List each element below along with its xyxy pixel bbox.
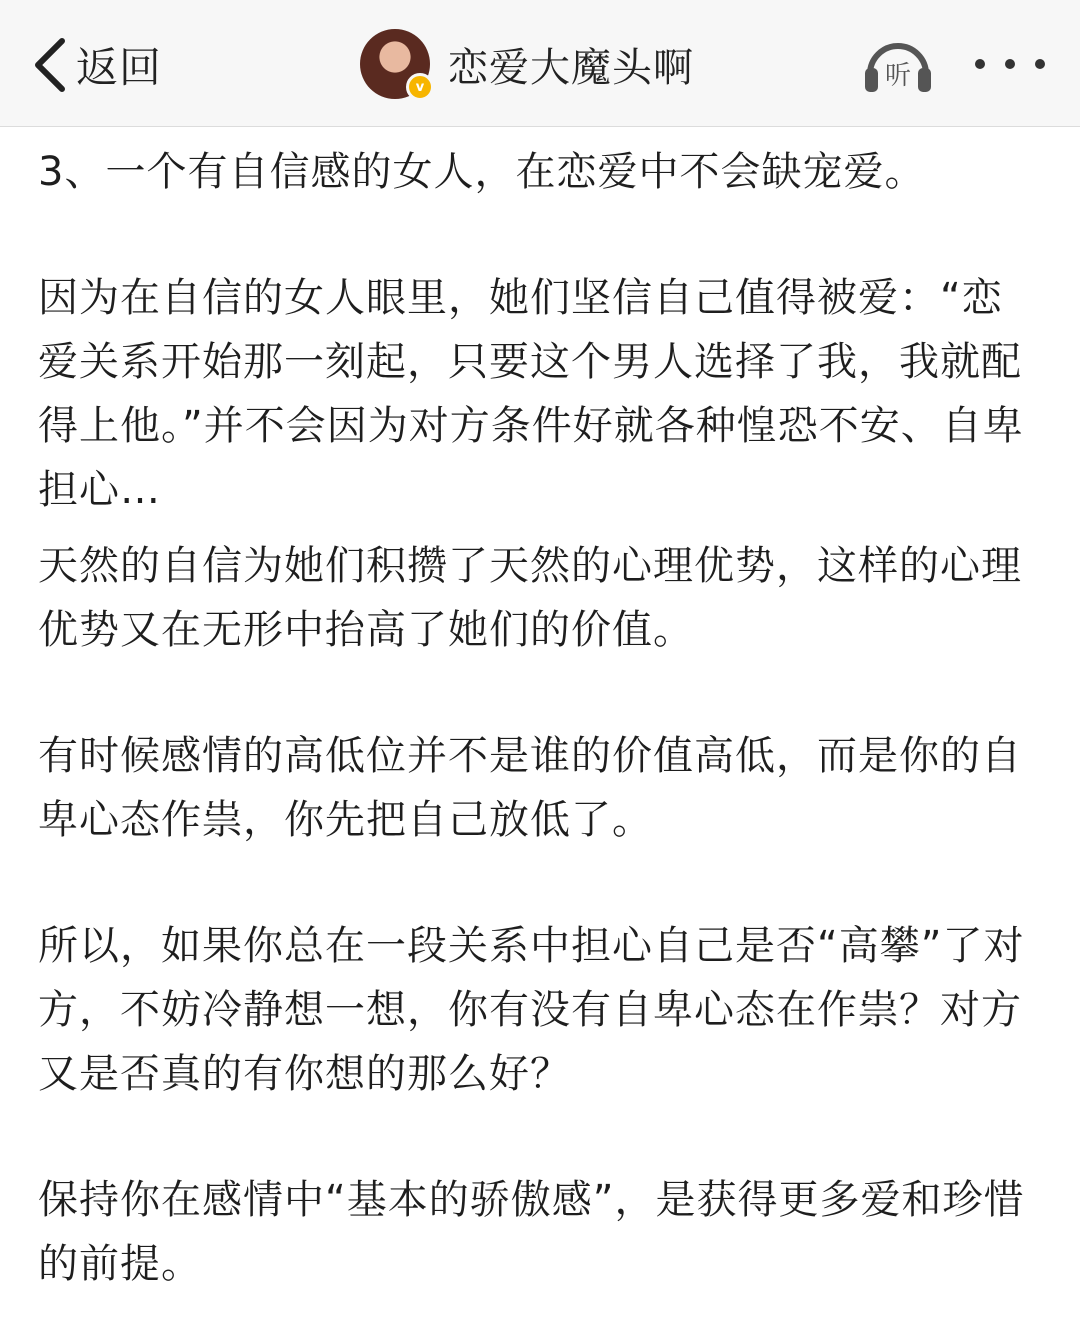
article-body — [38, 140, 1038, 1296]
verified-badge-icon: v — [406, 73, 434, 101]
avatar[interactable] — [360, 29, 430, 99]
dot-icon — [1005, 59, 1015, 69]
listen-button[interactable] — [862, 30, 934, 96]
author-info[interactable] — [360, 28, 694, 100]
listen-label: 听 — [884, 61, 912, 91]
back-button[interactable] — [30, 30, 162, 100]
paragraph-2: 因为在自信的女人眼里，她们坚信自己值得被爱：“恋爱关系开始那一刻起，只要这个男人选择了我，我就配得上他。”并不会因为对方条件好就各种惶恐不安、自卑担心… — [38, 275, 1024, 513]
paragraph-1: 3、一个有自信感的女人，在恋爱中不会缺宠爱。 — [38, 149, 926, 195]
dot-icon — [1035, 59, 1045, 69]
paragraph-6: 保持你在感情中“基本的骄傲感”，是获得更多爱和珍惜的前提。 — [38, 1177, 1025, 1287]
chevron-left-icon — [30, 35, 70, 95]
paragraph-3: 天然的自信为她们积攒了天然的心理优势，这样的心理优势又在无形中抬高了她们的价值。 — [38, 543, 1022, 653]
paragraph-5: 所以，如果你总在一段关系中担心自己是否“高攀”了对方，不妨冷静想一想，你有没有自卑心态在作祟？对方又是否真的有你想的那么好？ — [38, 923, 1025, 1097]
paragraph-4: 有时候感情的高低位并不是谁的价值高低，而是你的自卑心态作祟，你先把自己放低了。 — [38, 733, 1022, 843]
author-name[interactable]: 恋爱大魔头啊 — [448, 44, 694, 91]
more-options-button[interactable] — [975, 50, 1045, 78]
back-label: 返回 — [76, 43, 163, 92]
dot-icon — [975, 59, 985, 69]
top-navbar — [0, 0, 1080, 127]
